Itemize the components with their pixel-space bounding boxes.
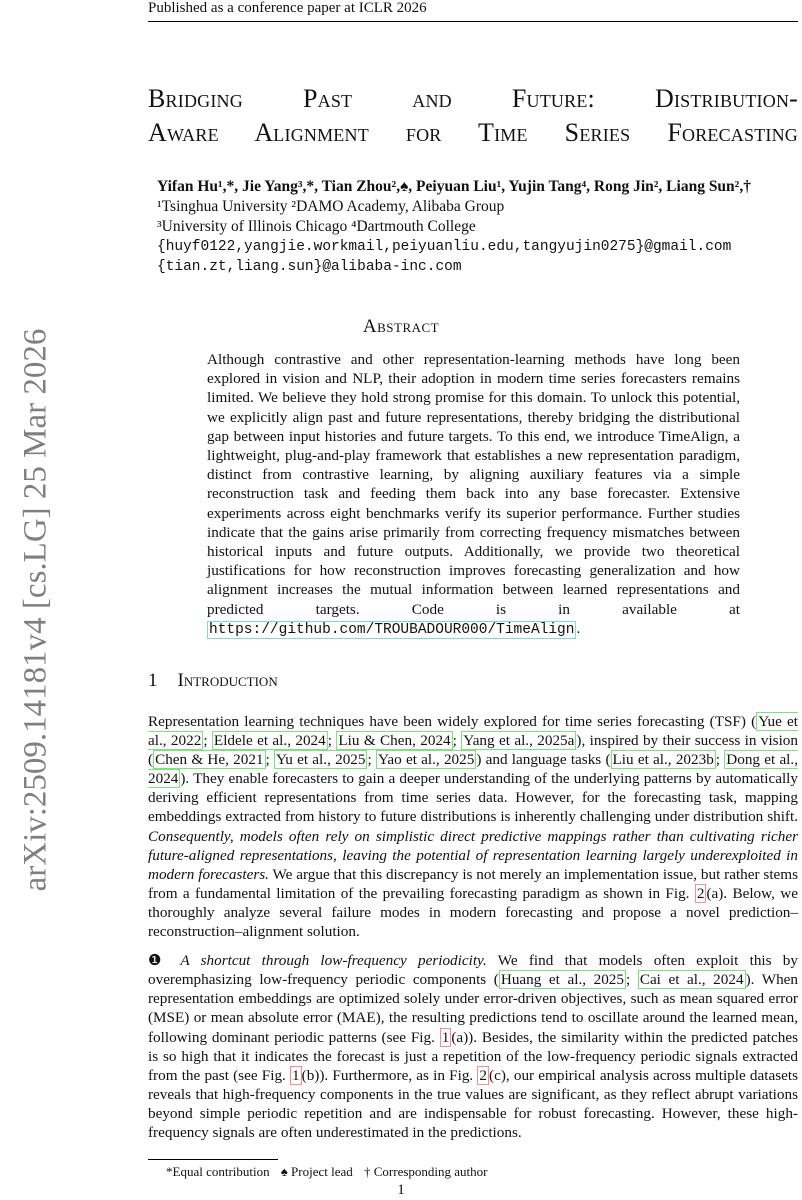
- citation-link[interactable]: Liu et al., 2023b: [612, 751, 714, 769]
- figure-ref-link[interactable]: 2: [696, 884, 705, 902]
- abstract-heading: Abstract: [362, 316, 440, 337]
- header-rule: [148, 21, 798, 22]
- title-line-2: Aware Alignment for Time Series Forecasting: [148, 118, 798, 147]
- citation-link[interactable]: Yang et al., 2025a: [463, 732, 575, 750]
- code-link[interactable]: https://github.com/TROUBADOUR000/TimeAlign: [209, 621, 575, 638]
- citation-link[interactable]: Huang et al., 2025: [500, 971, 624, 989]
- citation-link[interactable]: Liu & Chen, 2024: [338, 732, 451, 750]
- author-block: [157, 177, 802, 277]
- section-heading: [148, 670, 278, 692]
- section-number: 1: [148, 670, 158, 691]
- figure-ref-link[interactable]: 1: [292, 1066, 300, 1084]
- figure-ref-link[interactable]: 1: [441, 1028, 450, 1046]
- bullet-marker: ❶: [148, 952, 170, 970]
- citation-link[interactable]: Yao et al., 2025: [377, 751, 475, 769]
- footnote-equal: *Equal contribution: [166, 1164, 270, 1179]
- intro-body: [148, 712, 798, 1152]
- arxiv-watermark: arXiv:2509.14181v4 [cs.LG] 25 Mar 2026: [17, 328, 54, 892]
- email-line-1: {huyf0122,yangjie.workmail,peiyuanliu.edu,tangyujin0275}@gmail.com: [157, 239, 732, 255]
- citation-link[interactable]: Eldele et al., 2024: [213, 732, 326, 750]
- intro-paragraph-2: ❶ A shortcut through low-frequency periodicity. We find that models often exploit this by overemphasizing low-frequency periodic components ( Huang et al., 2025 ; Cai et al., 2024 ). When representation embeddings are optimized solely under error-driven objectives, such as mean squared error (MSE) or mean absolute error (MAE), the resulting predictions tend to oscillate around the learned mean, following dominant periodic patterns (see Fig. 1 (a)). Besides, the similarity within the predicted patches is so high that it indicates the forecast is just a repetition of the low-frequency periodic signals extracted from the past (see Fig. 1 (b)). Furthermore, as in Fig. 2 (c), our empirical analysis across multiple datasets reveals that high-frequency components in the true values are significant, as they reflect abrupt variations beyond simple periodic repetition and are indispensable for robust forecasting. However, these high-frequency signals are often underestimated in the predictions.: [148, 952, 799, 1141]
- figure-ref-link[interactable]: 2: [479, 1066, 488, 1084]
- email-line-2: {tian.zt,liang.sun}@alibaba-inc.com: [157, 259, 462, 275]
- paper-title: [148, 82, 798, 150]
- footnote-lead: ♠ Project lead: [280, 1164, 353, 1179]
- affiliation-1: ¹Tsinghua University ²DAMO Academy, Alibaba Group: [157, 198, 505, 215]
- abstract-body: Although contrastive and other representation-learning methods have long been explored in vision and NLP, their adoption in modern time series forecasters remains limited. We believe they hold strong promise for this domain. To unlock this potential, we explicitly align past and future representations, thereby bridging the distributional gap between input histories and future targets. To this end, we introduce TimeAlign, a lightweight, plug-and-play framework that establishes a new representation paradigm, distinct from contrastive learning, by aligning auxiliary features via a simple reconstruction task and feeding them back into any base forecaster. Extensive experiments across eight benchmarks verify its superior performance. Further studies indicate that the gains arise primarily from correcting frequency mismatches between historical inputs and future outputs. Additionally, we provide two theoretical justifications for how reconstruction improves forecasting generalization and how alignment increases the mutual information between learned representations and predicted targets. Code is in available at https://github.com/TROUBADOUR000/TimeAlign .: [207, 351, 740, 638]
- footnote-rule: [148, 1159, 278, 1160]
- affiliation-2: ³University of Illinois Chicago ⁴Dartmouth College: [157, 218, 476, 235]
- abstract-text: Although contrastive and other representation-learning methods have long been explored in vision and NLP, their adoption in modern time series forecasters remains limited. We believe they hold strong promise for this domain. To unlock this potential, we explicitly align past and future representations, thereby bridging the distributional gap between input histories and future targets. To this end, we introduce TimeAlign, a lightweight, plug-and-play framework that establishes a new representation paradigm, distinct from contrastive learning, by aligning auxiliary features via a simple reconstruction task and feeding them back into any base forecaster. Extensive experiments across eight benchmarks verify its superior performance. Further studies indicate that the gains arise primarily from correcting frequency mismatches between historical inputs and future outputs. Additionally, we provide two theoretical justifications for how reconstruction improves forecasting generalization and how alignment increases the mutual information between learned representations and predicted targets. Code is in available at: [207, 351, 740, 618]
- citation-link[interactable]: Cai et al., 2024: [639, 971, 744, 989]
- venue-header: Published as a conference paper at ICLR 2026: [148, 0, 427, 16]
- citation-link[interactable]: Dong et al., 2024: [148, 751, 798, 788]
- intro-paragraph-1: Representation learning techniques have been widely explored for time series forecasting (TSF) ( Yue et al., 2022 ; Eldele et al., 2024 ; Liu & Chen, 2024 ; Yang et al., 2025a ), inspired by their success in vision ( Chen & He, 2021 ; Yu et al., 2025 ; Yao et al., 2025 ) and language tasks ( Liu et al., 2023b ; Dong et al., 2024 ). They enable forecasters to gain a deeper understanding of the underlying patterns by automatically deriving efficient representations from time series data. However, for the forecasting task, mapping embeddings extracted from history to future distributions is inherently challenging under distribution shift. Consequently, models often rely on simplistic direct predictive mappings rather than cultivating richer future-aligned representations, leaving the potential of representation learning largely underexploited in modern forecasters. We argue that this discrepancy is not merely an implementation issue, but rather stems from a fundamental limitation of the prevailing forecasting paradigm as shown in Fig. 2 (a). Below, we thoroughly analyze several failure modes in modern forecasting and propose a novel prediction–reconstruction–alignment solution.: [148, 713, 799, 941]
- footnote-corresponding: † Corresponding author: [364, 1164, 488, 1179]
- author-list: Yifan Hu¹,*, Jie Yang³,*, Tian Zhou²,♠, Peiyuan Liu¹, Yujin Tang⁴, Rong Jin², Liang Sun²,†: [157, 178, 751, 195]
- footnote: [166, 1164, 496, 1180]
- citation-link[interactable]: Yue et al., 2022: [148, 713, 798, 750]
- title-line-1: Bridging Past and Future: Distribution-: [148, 84, 798, 113]
- section-title: Introduction: [177, 670, 278, 691]
- page-number: 1: [397, 1182, 405, 1198]
- citation-link[interactable]: Yu et al., 2025: [276, 751, 366, 769]
- citation-link[interactable]: Chen & He, 2021: [155, 751, 264, 769]
